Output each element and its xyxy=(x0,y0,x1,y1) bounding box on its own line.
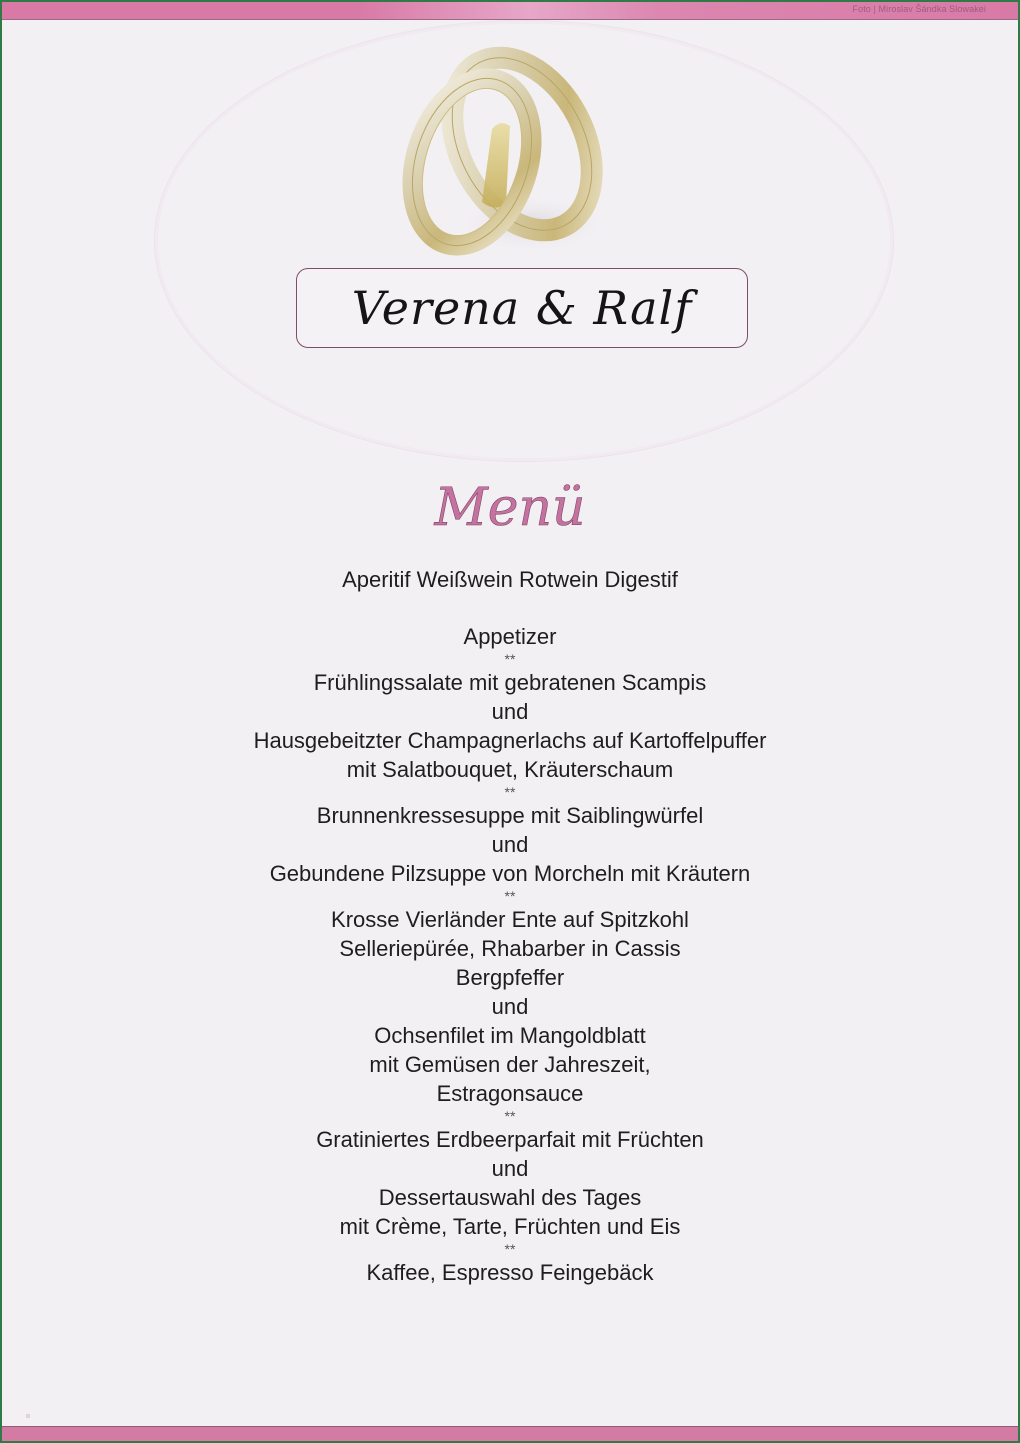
photo-credit: Foto | Miroslav Šándka Slowakei xyxy=(852,4,986,14)
couple-names: Verena & Ralf xyxy=(351,281,693,335)
course-separator: ** xyxy=(504,1241,516,1257)
course-separator: ** xyxy=(504,784,516,800)
decorative-speck xyxy=(26,1414,30,1418)
menu-line: Hausgebeitzter Champagnerlachs auf Kartoffelpuffer xyxy=(253,728,767,753)
menu-card-page xyxy=(2,2,1018,1441)
menu-line: Selleriepürée, Rhabarber in Cassis xyxy=(339,936,681,961)
menu-line: Gebundene Pilzsuppe von Morcheln mit Kräutern xyxy=(269,861,751,886)
menu-line: und xyxy=(491,832,529,857)
bottom-decorative-bar xyxy=(2,1426,1018,1441)
menu-line: Ochsenfilet im Mangoldblatt xyxy=(374,1023,646,1048)
menu-line: Dessertauswahl des Tages xyxy=(378,1185,642,1210)
course-separator: ** xyxy=(504,1108,516,1124)
menu-line: Gratiniertes Erdbeerparfait mit Früchten xyxy=(316,1127,704,1152)
menu-line: Bergpfeffer xyxy=(455,965,565,990)
menu-line: und xyxy=(491,699,529,724)
menu-line: und xyxy=(491,994,529,1019)
menu-line: mit Salatbouquet, Kräuterschaum xyxy=(346,757,674,782)
menu-line: Frühlingssalate mit gebratenen Scampis xyxy=(313,670,707,695)
menu-line: mit Crème, Tarte, Früchten und Eis xyxy=(339,1214,681,1239)
top-decorative-bar xyxy=(2,2,1018,20)
menu-line: Brunnenkressesuppe mit Saiblingwürfel xyxy=(316,803,704,828)
menu-line: Estragonsauce xyxy=(436,1081,584,1106)
course-separator: ** xyxy=(504,651,516,667)
drinks-line: Aperitif Weißwein Rotwein Digestif xyxy=(342,567,678,592)
menu-line: Appetizer xyxy=(463,624,557,649)
spacer xyxy=(2,594,1018,622)
menu-line: Kaffee, Espresso Feingebäck xyxy=(366,1260,654,1285)
menu-title: Menü xyxy=(434,478,586,538)
menu-line: Krosse Vierländer Ente auf Spitzkohl xyxy=(331,907,689,932)
menu-line: mit Gemüsen der Jahreszeit, xyxy=(369,1052,651,1077)
menu-line: und xyxy=(491,1156,529,1181)
course-separator: ** xyxy=(504,888,516,904)
menu-list xyxy=(2,565,1018,1287)
couple-name-frame xyxy=(296,268,748,348)
wedding-rings-icon xyxy=(382,34,612,259)
